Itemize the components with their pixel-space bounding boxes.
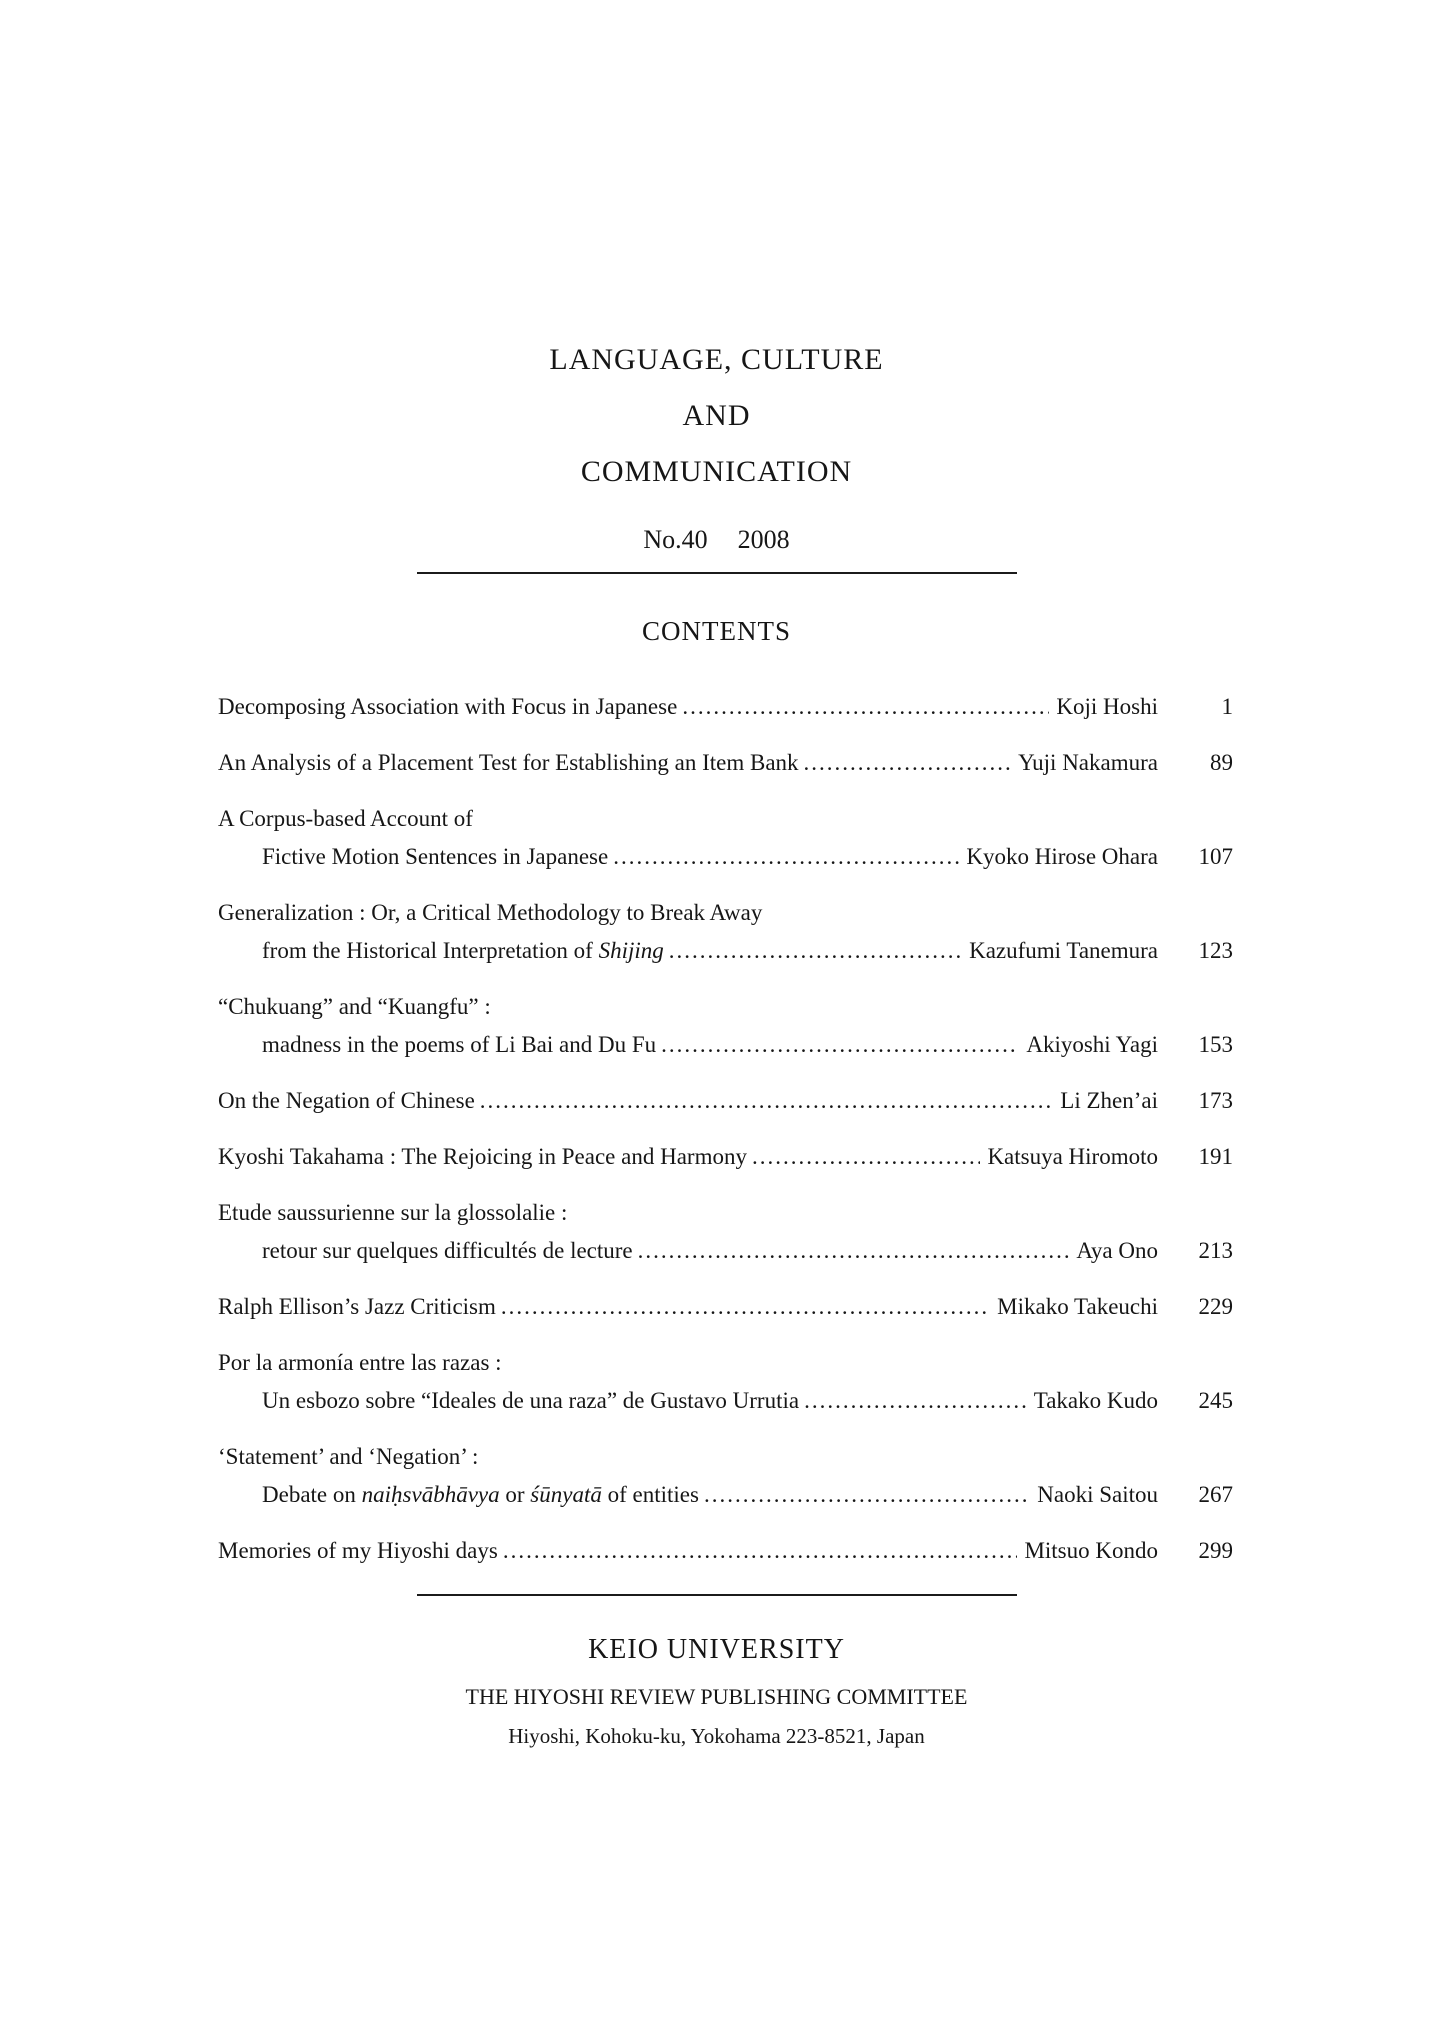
toc-page-number: 123 [1198,938,1233,963]
journal-masthead [0,0,1433,574]
toc-entry-title: Kyoshi Takahama : The Rejoicing in Peace and Harmony [218,1144,747,1169]
journal-title-line-3: COMMUNICATION [580,455,853,488]
toc-entry-line [218,1292,1233,1322]
divider-top [417,572,1017,574]
toc-entry-title: “Chukuang” and “Kuangfu” : [218,994,491,1019]
toc-entry-title: Ralph Ellison’s Jazz Criticism [218,1294,496,1319]
toc-entry-line [218,748,1233,778]
toc-entry-title: On the Negation of Chinese [218,1088,475,1113]
toc-entry-continuation-line [218,842,1233,872]
toc-entry-title: Generalization : Or, a Critical Methodology to Break Away [218,900,763,925]
toc-entry-line [218,898,1233,928]
dot-leader [638,1236,1070,1266]
toc-page-number: 267 [1198,1482,1233,1507]
contents-heading: CONTENTS [642,616,791,646]
toc-author: Akiyoshi Yagi [1026,1032,1158,1057]
toc-author: Takako Kudo [1033,1388,1158,1413]
publisher-committee: THE HIYOSHI REVIEW PUBLISHING COMMITTEE [465,1684,968,1709]
dot-leader [480,1086,1054,1116]
issue-year: 2008 [737,525,790,554]
journal-title-line-2: AND [682,399,751,432]
dot-leader [501,1292,990,1322]
toc-page-number: 299 [1198,1538,1233,1563]
toc-entry-line [218,1442,1233,1472]
toc-page-number: 229 [1198,1294,1233,1319]
toc-author: Kyoko Hirose Ohara [966,844,1158,869]
toc-entry-continuation-line [218,1480,1233,1510]
toc-entry-continuation-line [218,1386,1233,1416]
toc-entry-title: A Corpus-based Account of [218,806,473,831]
toc-page-number: 153 [1198,1032,1233,1057]
toc-entry-continuation-line [218,1030,1233,1060]
toc-entry-line [218,1142,1233,1172]
toc-entry-title: madness in the poems of Li Bai and Du Fu [262,1032,657,1057]
toc-author: Mitsuo Kondo [1024,1538,1158,1563]
dot-leader [704,1480,1030,1510]
toc-author: Mikako Takeuchi [997,1294,1158,1319]
toc-author: Yuji Nakamura [1018,750,1158,775]
dot-leader [669,936,962,966]
italic-term: Shijing [598,938,664,963]
dot-leader [613,842,959,872]
toc-entry-title: Etude saussurienne sur la glossolalie : [218,1200,568,1225]
toc-entry-title: retour sur quelques difficultés de lecture [262,1238,633,1263]
toc-entry-title: from the Historical Interpretation of Shijing [262,938,664,963]
toc-author: Aya Ono [1076,1238,1158,1263]
toc-page-number: 213 [1198,1238,1233,1263]
dot-leader [661,1030,1019,1060]
toc-entry-title: Decomposing Association with Focus in Japanese [218,694,678,719]
toc-author: Koji Hoshi [1056,694,1158,719]
issue-number: No.40 [643,525,708,554]
toc-page-number: 191 [1198,1144,1233,1169]
toc-entry-line [218,1536,1233,1566]
dot-leader [804,748,1012,778]
toc-entry-title: Fictive Motion Sentences in Japanese [262,844,609,869]
toc-list [218,692,1233,1566]
publisher-address: Hiyoshi, Kohoku-ku, Yokohama 223-8521, Japan [508,1724,925,1748]
dot-leader [752,1142,980,1172]
toc-entry-line [218,1348,1233,1378]
divider-bottom [417,1594,1017,1596]
toc-entry-title: Debate on naiḥsvābhāvya or śūnyatā of entities [262,1482,699,1507]
toc-page-number: 173 [1198,1088,1233,1113]
toc-entry-title: Un esbozo sobre “Ideales de una raza” de Gustavo Urrutia [262,1388,800,1413]
publisher-name: KEIO UNIVERSITY [588,1634,845,1665]
toc-entry-line [218,1086,1233,1116]
toc-author: Kazufumi Tanemura [969,938,1158,963]
journal-title-line-1: LANGUAGE, CULTURE [549,343,884,376]
italic-term: śūnyatā [530,1482,602,1507]
toc-page-number: 245 [1198,1388,1233,1413]
toc-entry-line [218,692,1233,722]
toc-entry-line [218,804,1233,834]
toc-entry-title: An Analysis of a Placement Test for Establishing an Item Bank [218,750,799,775]
toc-author: Naoki Saitou [1037,1482,1158,1507]
toc-entry-title: ‘Statement’ and ‘Negation’ : [218,1444,479,1469]
toc-entry-continuation-line [218,1236,1233,1266]
toc-entry-title: Por la armonía entre las razas : [218,1350,502,1375]
toc-entry-continuation-line [218,936,1233,966]
dot-leader [682,692,1049,722]
toc-entry-line [218,992,1233,1022]
publisher-block [0,1630,1433,1750]
italic-term: naiḥsvābhāvya [361,1482,500,1507]
toc-entry-title: Memories of my Hiyoshi days [218,1538,498,1563]
toc-page-number: 89 [1210,750,1233,775]
toc-page-number: 1 [1221,694,1233,719]
dot-leader [503,1536,1018,1566]
toc-page-number: 107 [1198,844,1233,869]
dot-leader [804,1386,1027,1416]
toc-entry-line [218,1198,1233,1228]
issue-line [0,522,1433,558]
toc-author: Katsuya Hiromoto [987,1144,1158,1169]
toc-author: Li Zhen’ai [1060,1088,1158,1113]
